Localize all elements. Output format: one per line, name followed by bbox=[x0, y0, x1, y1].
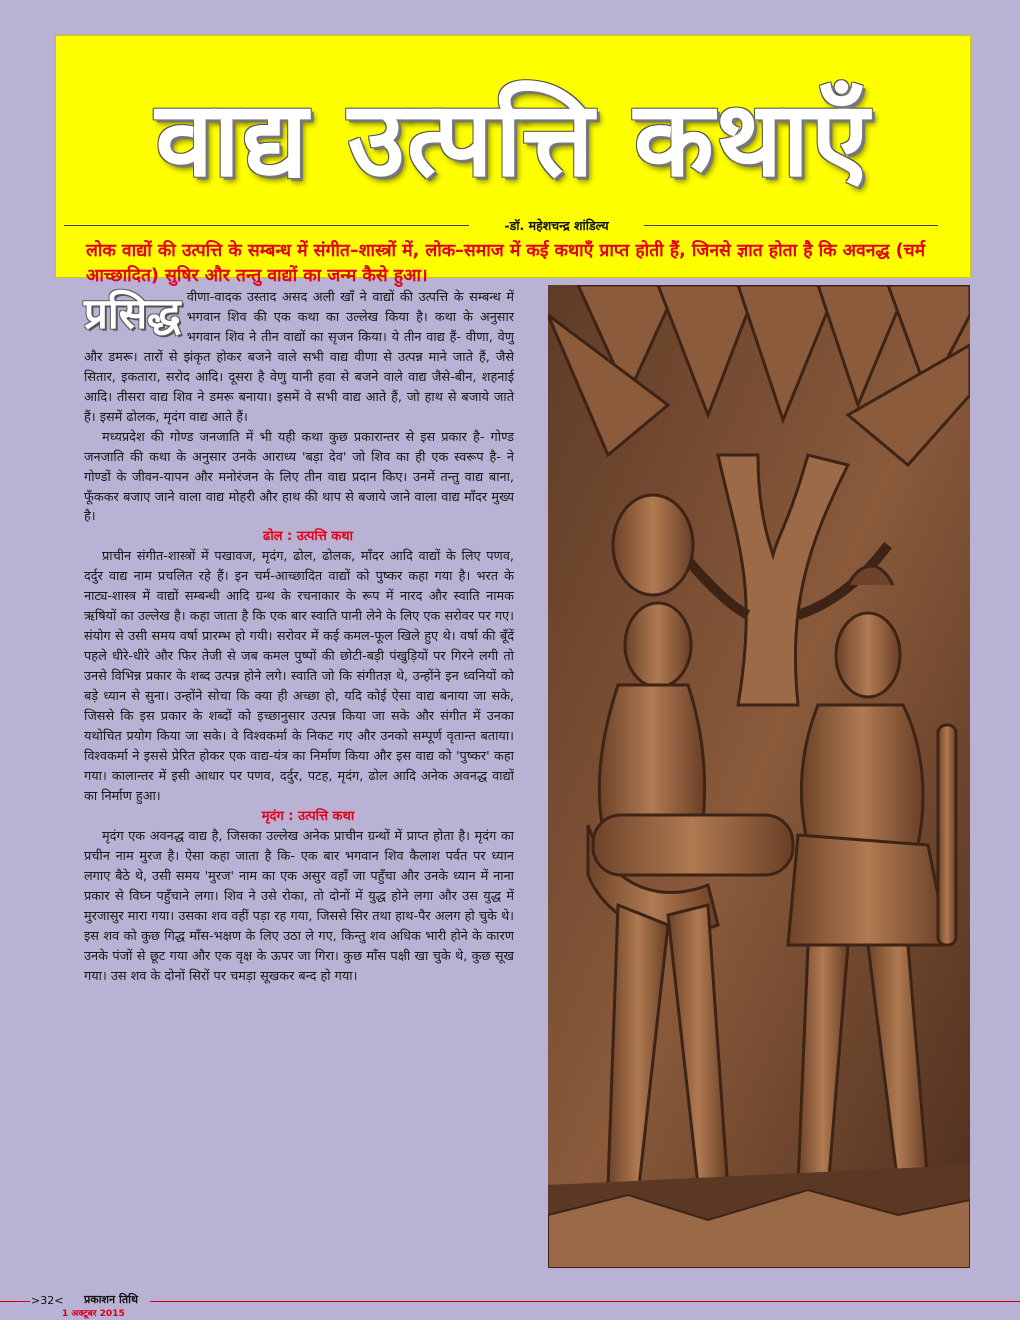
byline-rule-left bbox=[64, 225, 469, 226]
publication-date: 1 अक्टूबर 2015 bbox=[62, 1309, 125, 1319]
header-box bbox=[55, 35, 971, 286]
paragraph-1-text: वीणा-वादक उस्ताद असद अली खाँ ने वाद्यों की उत्पत्ति के सम्बन्ध में भगवान शिव की एक कथा का उल्लेख किया है। कथा के अनुसार भगवान शिव ने तीन वाद्यों का सृजन किया। ये तीन वाद्य हैं- वीणा, वेणु और डमरू। तारों से झंकृत होकर बजने वाले सभी वाद्य वीणा से उत्पन्न माने जाते हैं, जैसे सितार, इकतारा, सरोद आदि। दूसरा है वेणु यानी हवा से बजने वाले वाद्य जैसे-बीन, शहनाई आदि। तीसरा वाद्य शिव ने डमरू बनाया। इसमें वे सभी वाद्य आते हैं, जो हाथ से बजाये जाते हैं। इसमें ढोलक, मृदंग वाद्य आते हैं। bbox=[84, 290, 514, 425]
article-body bbox=[84, 288, 514, 1268]
footer-rule-right bbox=[150, 1301, 1020, 1302]
article-title: वाद्य उत्पत्ति कथाएँ bbox=[155, 78, 871, 200]
wood-carving-photo bbox=[548, 285, 970, 1268]
paragraph-1 bbox=[84, 288, 514, 428]
page-footer bbox=[0, 1278, 1020, 1320]
page-number: >32< bbox=[31, 1294, 64, 1307]
byline-row bbox=[64, 217, 938, 233]
paragraph-2: मध्यप्रदेश की गोण्ड जनजाति में भी यही कथा कुछ प्रकारान्तर से इस प्रकार है- गोण्ड जनजाति की कथा के अनुसार उनके आराध्य 'बड़ा देव' जो शिव का ही एक स्वरूप है- ने गोण्डों के जीवन-यापन और मनोरंजन के लिए तीन वाद्य प्रदान किए। उनमें तन्तु वाद्य बाना, फूँककर बजाए जाने वाला वाद्य मोहरी और हाथ की थाप से बजाये जाने वाला वाद्य माँदर मुख्य है। bbox=[84, 429, 514, 525]
subhead-mridang: मृदंग : उत्पत्ति कथा bbox=[261, 808, 355, 824]
footer-rule-left bbox=[0, 1301, 30, 1302]
publication-label: प्रकाशन तिथि bbox=[84, 1293, 138, 1306]
author-byline: -डॉ. महेशचन्द्र शांडिल्य bbox=[504, 218, 609, 233]
byline-rule-right bbox=[644, 225, 938, 226]
subhead-dhol: ढोल : उत्पत्ति कथा bbox=[263, 529, 353, 545]
paragraph-4: मृदंग एक अवनद्ध वाद्य है, जिसका उल्लेख अनेक प्राचीन ग्रन्थों में प्राप्त होता है। मृदंग का प्रचीन नाम मुरज है। ऐसा कहा जाता है कि- एक बार भगवान शिव कैलाश पर्वत पर ध्यान लगाए बैठे थे, उसी समय 'मुरज' नाम का एक असुर वहाँ जा पहुँचा और उनके ध्यान में नाना प्रकार से विघ्न पहुँचाने लगा। शिव ने उसे रोका, तो दोनों में युद्ध होने लगा और उस युद्ध में मुरजासुर मारा गया। उसका शव वहीं पड़ा रह गया, जिससे सिर तथा हाथ-पैर अलग हो चुके थे। इस शव को कुछ गिद्ध माँस-भक्षण के लिए उठा ले गए, किन्तु शव अधिक भारी होने के कारण उनके पंजों से छूट गया और एक वृक्ष के ऊपर जा गिरा। कुछ माँस पक्षी खा चुके थे, कुछ सूख गया। उस शव के दोनों सिरों पर चमड़ा सूखकर बन्द हो गया। bbox=[84, 828, 514, 984]
dropcap-word: प्रसिद्ध bbox=[84, 289, 181, 338]
paragraph-3: प्राचीन संगीत-शास्त्रों में पखावज, मृदंग, ढोल, ढोलक, माँदर आदि वाद्यों के लिए पणव, दर्दुर वाद्य नाम प्रचलित रहे हैं। इन चर्म-आच्छादित वाद्यों को पुष्कर कहा गया है। भरत के नाट्य-शास्त्र में वाद्यों सम्बन्धी आदि ग्रन्थ के रचनाकार के रूप में नारद और स्वाति नामक ऋषियों का उल्लेख है। कहा जाता है कि एक बार स्वाति पानी लेने के लिए एक सरोवर पर गए। संयोग से उसी समय वर्षा प्रारम्भ हो गयी। सरोवर में कई कमल-फूल खिले हुए थे। वर्षा की बूँदें पहले धीरे-धीरे और फिर तेजी से जब कमल पुष्पों की छोटी-बड़ी पंखुड़ियों पर गिरने लगी तो उनसे विभिन्न प्रकार के शब्द उत्पन्न होने लगे। स्वाति जो कि संगीतज्ञ थे, उन्होंने इन ध्वनियों को बड़े ध्यान से सुना। उन्होंने सोचा कि क्या ही अच्छा हो, यदि कोई ऐसा वाद्य बनाया जा सके, जिससे कि इस प्रकार के शब्दों को इच्छानुसार उत्पन्न किया जा सके और संगीत में उनका यथोचित प्रयोग किया जा सके। वे विश्वकर्मा के निकट गए और उनको सम्पूर्ण वृतान्त बताया। विश्वकर्मा ने इससे प्रेरित होकर एक वाद्य-यंत्र का निर्माण किया और इस वाद्य को 'पुष्कर' कहा गया। कालान्तर में इसी आधार पर पणव, दर्दुर, पटह, मृदंग, ढोल आदि अनेक अवनद्ध वाद्यों का निर्माण हुआ। bbox=[84, 549, 514, 804]
intro-paragraph: लोक वाद्यों की उत्पत्ति के सम्बन्ध में संगीत–शास्त्रों में, लोक–समाज में कई कथाएँ प्राप्त होती हैं, जिनसे ज्ञात होता है कि अवनद्ध (चर्म आच्छादित) सुषिर और तन्तु वाद्यों का जन्म कैसे हुआ। bbox=[86, 241, 926, 286]
